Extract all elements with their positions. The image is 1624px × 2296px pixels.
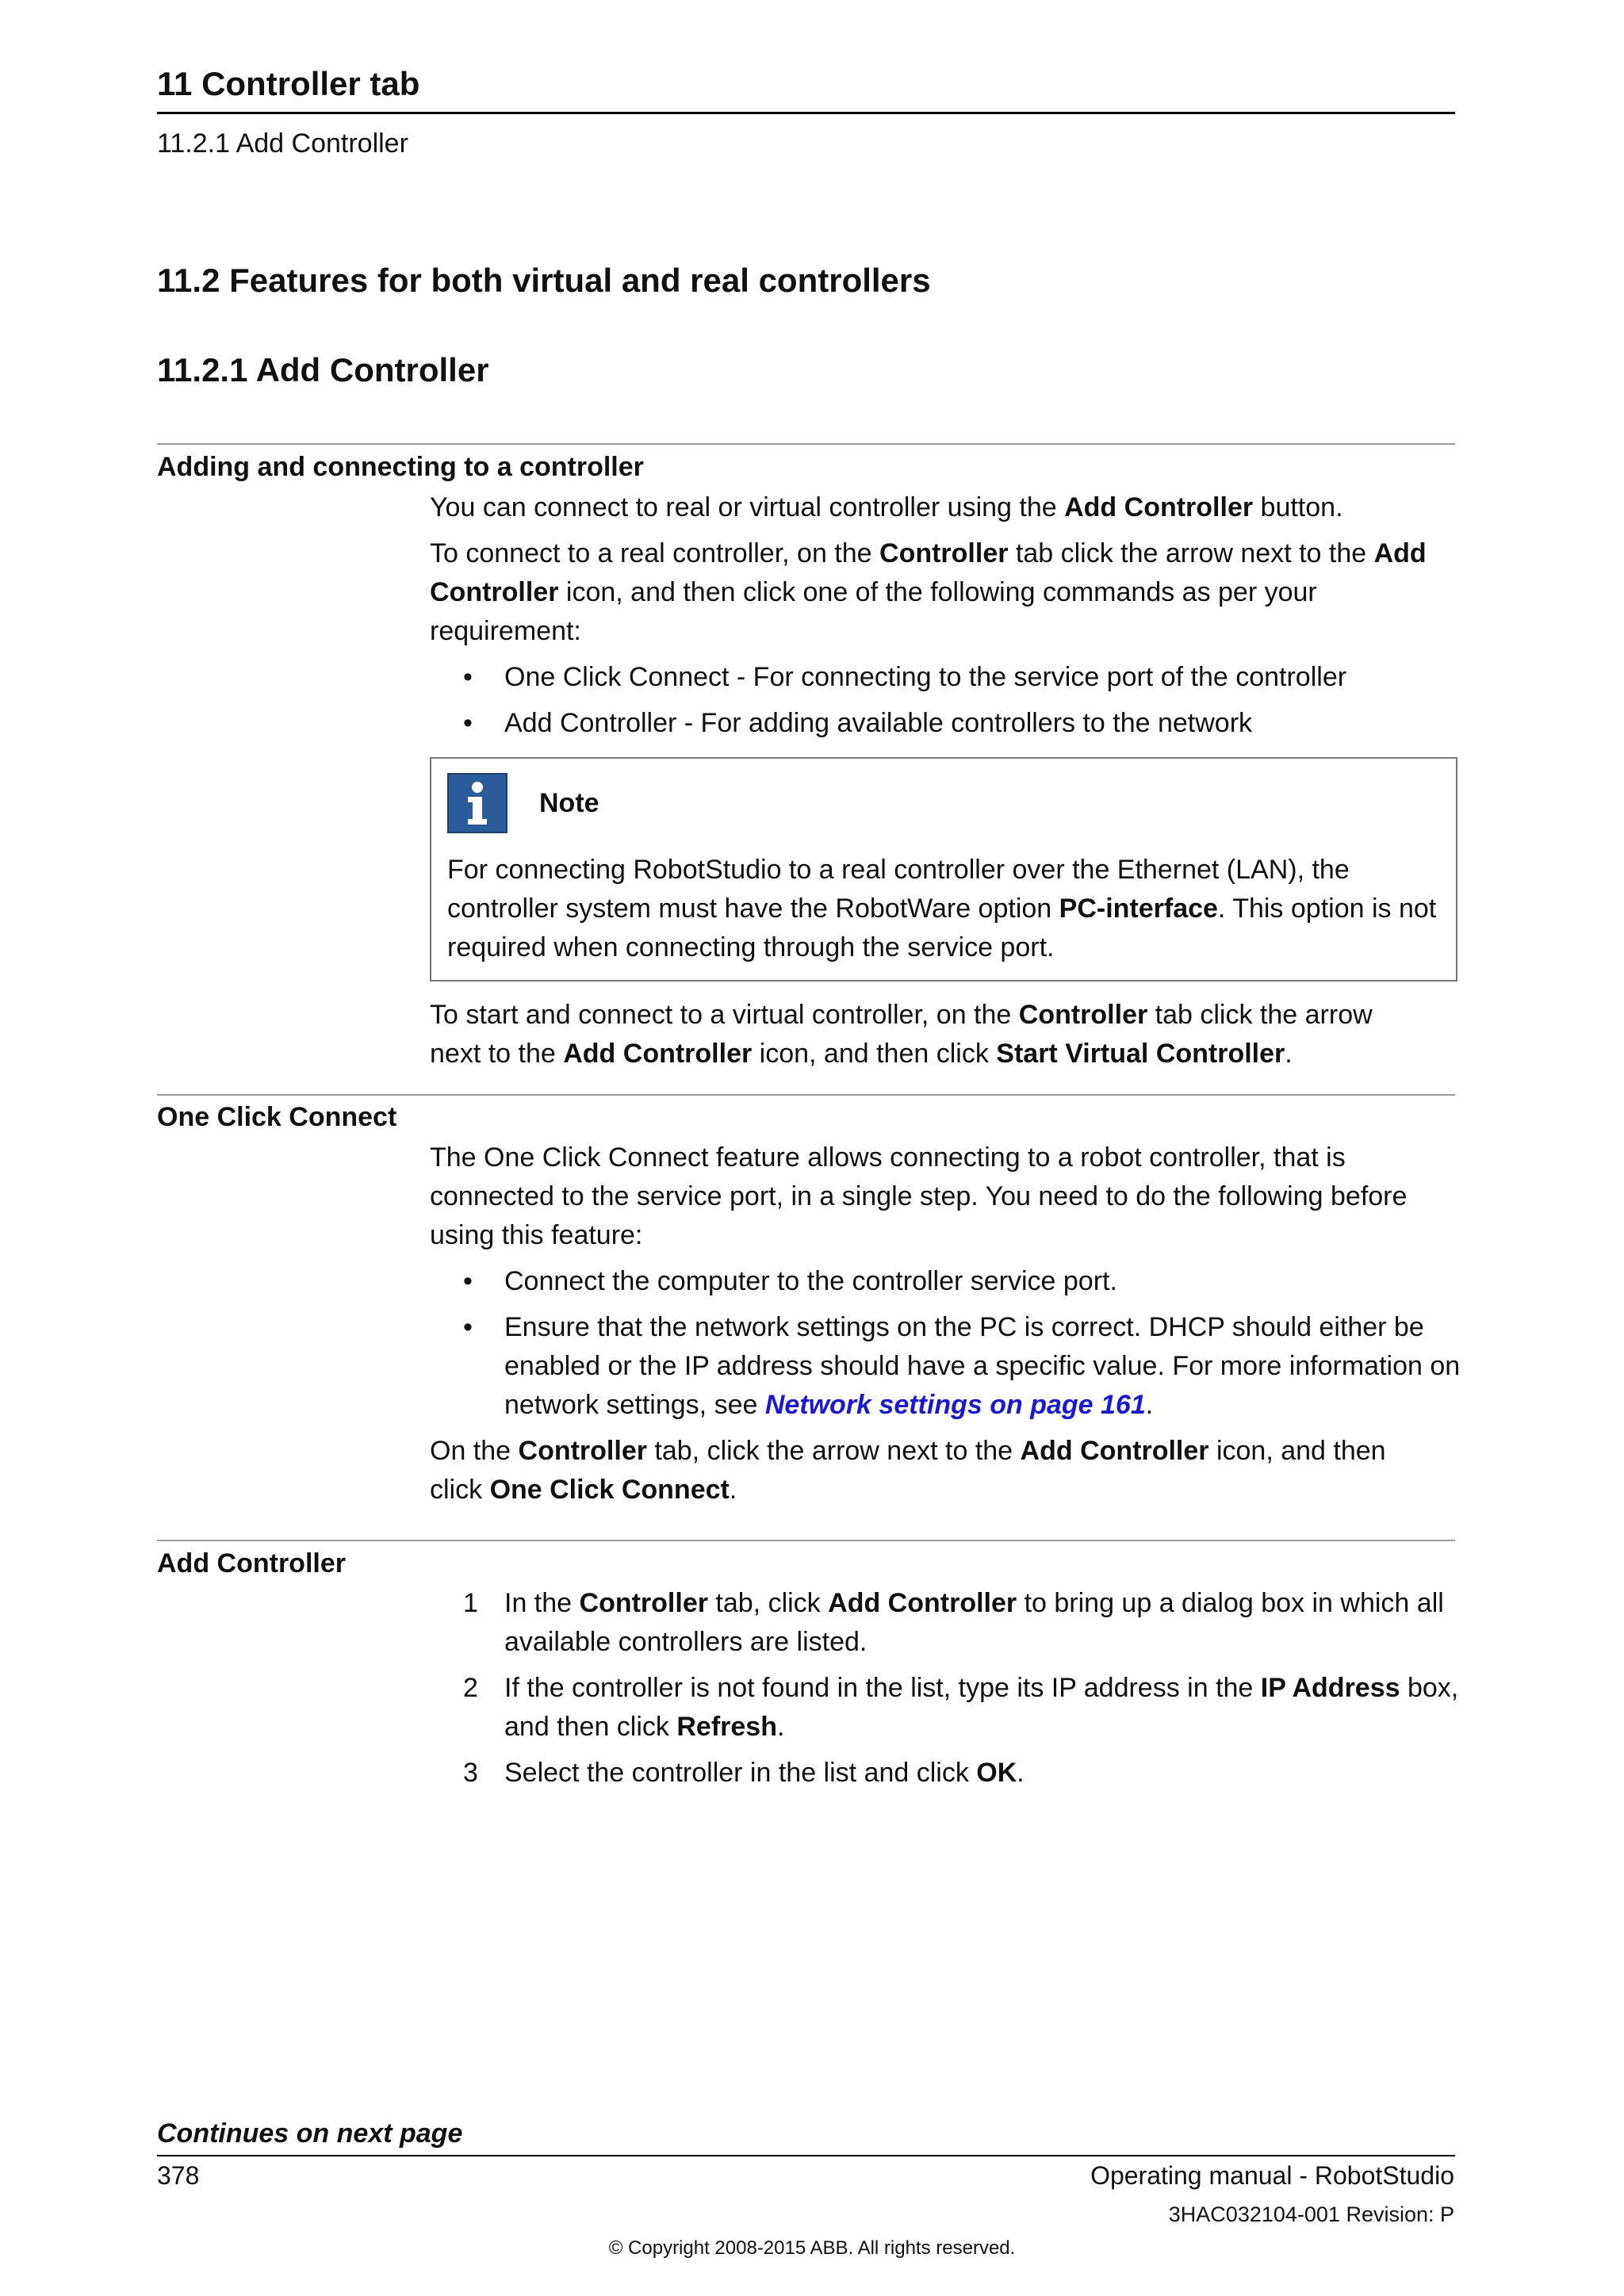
- note-text: For connecting RobotStudio to a real controller over the Ethernet (LAN), the controller system must have the RobotWare option PC-interface. This option is not required when connecting through the service port.: [447, 855, 1437, 962]
- paragraph: You can connect to real or virtual controller using the Add Controller button.: [430, 492, 1343, 522]
- note-box: [430, 757, 1457, 982]
- side-heading-add-controller: Add Controller: [157, 1548, 346, 1578]
- continues-note: Continues on next page: [157, 2118, 463, 2149]
- bullet-list: [430, 1262, 1461, 1425]
- footer-rule: [157, 2155, 1455, 2156]
- page-number: 378: [157, 2161, 200, 2190]
- section-divider: [157, 443, 1455, 445]
- one-click-section-body: [430, 1138, 1461, 1517]
- note-label: Note: [539, 787, 599, 818]
- copyright: © Copyright 2008-2015 ABB. All rights reserved.: [608, 2237, 1016, 2259]
- add-controller-section-body: [430, 1584, 1461, 1800]
- list-item: • Connect the computer to the controller service port.: [463, 1266, 1117, 1296]
- numbered-steps: [430, 1584, 1461, 1793]
- document-id: 3HAC032104-001 Revision: P: [1168, 2202, 1454, 2226]
- side-heading-one-click: One Click Connect: [157, 1102, 397, 1132]
- paragraph: On the Controller tab, click the arrow next to the Add Controller icon, and then click One Click Connect.: [430, 1436, 1386, 1505]
- info-icon: [447, 773, 508, 833]
- list-item: 1 In the Controller tab, click Add Controller to bring up a dialog box in which all available controllers are listed.: [463, 1588, 1444, 1657]
- paragraph: The One Click Connect feature allows connecting to a robot controller, that is connected to the service port, in a single step. You need to do the following before using this feature:: [430, 1142, 1408, 1250]
- running-section-title: 11.2.1 Add Controller: [157, 128, 408, 159]
- subsection-heading: 11.2.1 Add Controller: [157, 351, 489, 388]
- section-heading: 11.2 Features for both virtual and real controllers: [157, 262, 931, 299]
- list-item: • Ensure that the network settings on the PC is correct. DHCP should either be enabled or the IP address should have a specific value. For more information on network settings, see Network settings on page 161.: [463, 1312, 1461, 1420]
- list-item: • Add Controller - For adding available controllers to the network: [463, 708, 1253, 738]
- chapter-title: 11 Controller tab: [157, 65, 420, 102]
- section-divider: [157, 1094, 1455, 1096]
- list-item: 2 If the controller is not found in the list, type its IP address in the IP Address box, and then click Refresh.: [463, 1673, 1459, 1742]
- network-settings-link[interactable]: Network settings on page 161: [764, 1390, 1146, 1420]
- manual-title: Operating manual - RobotStudio: [1090, 2161, 1454, 2190]
- header-rule: [157, 112, 1455, 114]
- adding-section-body: [430, 488, 1461, 1081]
- paragraph: To connect to a real controller, on the Controller tab click the arrow next to the Add Controller icon, and then click one of the following commands as per your requirement:: [430, 538, 1427, 646]
- section-divider: [157, 1540, 1455, 1541]
- note-header: [447, 773, 1440, 833]
- bullet-list: [430, 658, 1461, 743]
- side-heading-adding: Adding and connecting to a controller: [157, 452, 644, 482]
- paragraph: To start and connect to a virtual controller, on the Controller tab click the arrow next to the Add Controller icon, and then click Start Virtual Controller.: [430, 1000, 1373, 1069]
- list-item: 3 Select the controller in the list and click OK.: [463, 1758, 1025, 1788]
- list-item: • One Click Connect - For connecting to the service port of the controller: [463, 662, 1347, 692]
